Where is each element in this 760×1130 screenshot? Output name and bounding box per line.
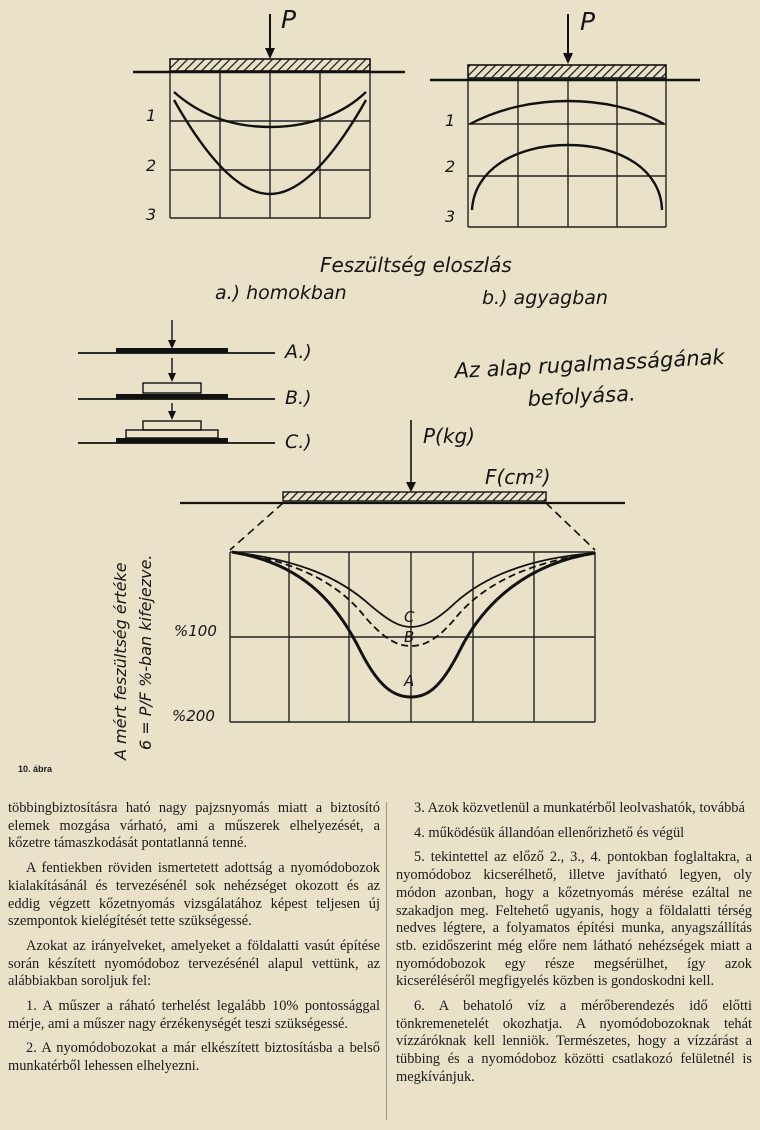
elasticity-chart	[111, 420, 625, 761]
variant-c	[78, 403, 312, 453]
panel-clay	[430, 7, 700, 227]
load-kg-label: P(kg)	[423, 424, 475, 448]
elastic-title-1: Az alap rugalmasságának	[454, 344, 726, 383]
paragraph: 2. A nyomódobozokat a már elkészített biztosításba a belső munkatérből lehessen elhelyezni.	[8, 1040, 380, 1075]
curve-label-a: A	[404, 672, 415, 690]
text-column-right	[396, 800, 752, 1094]
paragraph: Azokat az irányelveket, amelyeket a földalatti vasút építése során készített nyomódoboz tervezésénél alapul vettünk, az alábbiakban soroljuk fel:	[8, 937, 380, 990]
paragraph: 1. A műszer a ráható terhelést legalább 10% pontossággal mérje, ami a műszer nagy érzékenységét teszi szükségessé.	[8, 998, 380, 1032]
paragraph: 6. A behatoló víz a mérőberendezés idő előtti tönkremenetelét okozhatja. A nyomódobozoknak tehát vízzáróknak kell lenniök. Természetes, hogy a vízzárást a tübbing és a nyomódoboz közötti csatlakozó felületnél is megkívánjuk.	[396, 998, 752, 1085]
curve-label-c: C	[404, 608, 415, 626]
curve-label-b: B	[404, 628, 415, 646]
depth-label-clay-3: 3	[445, 207, 456, 226]
tick-100: %100	[174, 622, 217, 640]
variant-a	[78, 320, 312, 363]
area-label: F(cm²)	[485, 465, 551, 489]
depth-label-clay-1: 1	[445, 111, 456, 130]
depth-label-sand-3: 3	[146, 205, 157, 224]
footing-variants	[78, 320, 312, 453]
depth-label-clay-2: 2	[445, 157, 456, 176]
load-label-clay: P	[580, 7, 596, 36]
text-column-left	[8, 800, 380, 1083]
caption-sand: a.) homokban	[215, 282, 347, 304]
curve-clay-2	[472, 145, 662, 210]
svg-text:B.): B.)	[285, 387, 312, 409]
paragraph: 3. Azok közvetlenül a munkatérből leolvashatók, továbbá	[414, 800, 745, 816]
figure-title: Feszültség eloszlás	[320, 253, 512, 277]
footing-clay	[468, 65, 666, 78]
depth-label-sand-2: 2	[146, 156, 157, 175]
svg-text:C.): C.)	[285, 431, 312, 453]
y-axis-label-1: A mért feszültség értéke	[111, 562, 130, 760]
paragraph: A fentiekben röviden ismertetett adottság a nyomódobozok kialakításánál és tervezésénél sok nehézséget okozott és az eddig végzett kőzetnyomás vizsgálatához képest teljesen új szempontok kielégítését tette szükségessé.	[8, 860, 380, 930]
depth-label-sand-1: 1	[146, 106, 157, 125]
grid-sand	[170, 73, 370, 218]
paragraph: többingbiztosításra ható nagy pajzsnyomás miatt a biztosító elemek mozgása várható, ami a műszerek elhelyezését, a kőzetre támaszkodását pontatlanná tenné.	[8, 800, 380, 852]
caption-clay: b.) agyagban	[482, 287, 608, 309]
elastic-title-2: befolyása.	[527, 381, 637, 411]
figure-number: 10. ábra	[18, 764, 53, 774]
paragraph: 5. tekintettel az előző 2., 3., 4. pontokban foglaltakra, a nyomódoboz kicserélhető, illetve javítható legyen, oly módon azonban, hogy a kőzetnyomás mérése ezáltal ne szakadjon meg. Feltehető ugyanis, hogy a földalatti térség nedves légtere, a folyamatos építési munka, anyagszállítás stb. ezidőszerint még előre nem látható nehézségek miatt a nyomódobozok egy része megsérülhet, így azok kicseréléséről megfigyelés közben is gondoskodni kell.	[396, 849, 752, 990]
tick-200: %200	[172, 707, 215, 725]
variant-b	[78, 358, 312, 409]
footing-elastic	[283, 492, 546, 501]
panel-sand	[133, 5, 405, 224]
paragraph: 4. működésük állandóan ellenőrizhető és végül	[414, 824, 685, 841]
load-label-sand: P	[281, 5, 297, 34]
svg-text:A.): A.)	[285, 341, 312, 363]
footing-sand	[170, 59, 370, 71]
column-divider	[386, 802, 387, 1120]
curve-clay-1	[470, 101, 664, 124]
y-axis-label-2: 6 = P/F %-ban kifejezve.	[136, 554, 155, 750]
